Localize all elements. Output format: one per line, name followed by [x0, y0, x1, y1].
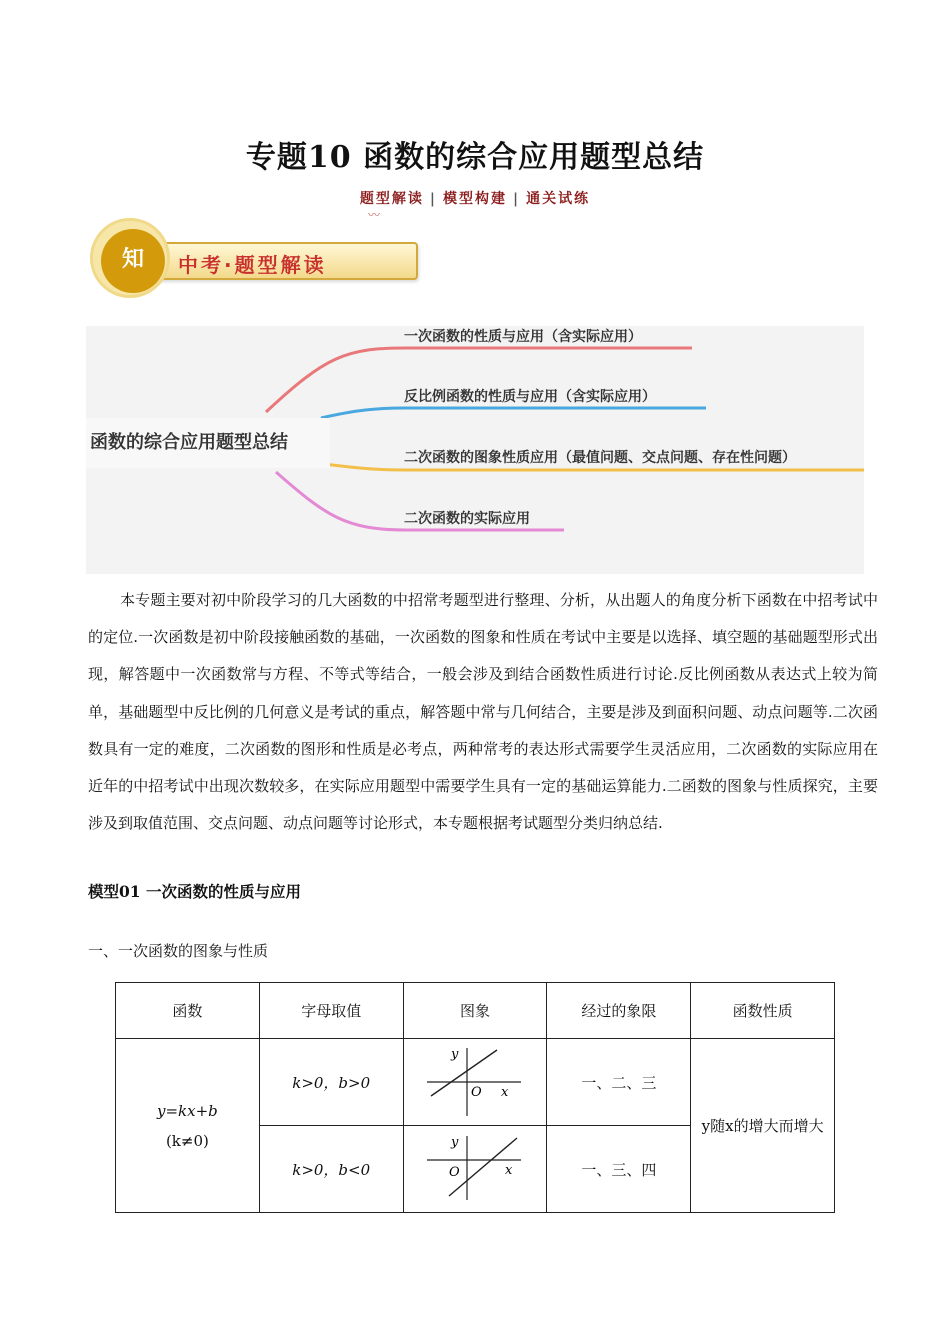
model-heading: 模型01 一次函数的性质与应用 [88, 882, 301, 901]
table-header-row [116, 983, 835, 1039]
graph-cell [403, 1126, 547, 1213]
graph-cell [403, 1039, 547, 1126]
property-text: y随x的增大而增大 [701, 1116, 824, 1135]
quadrant-cell: 一、二、三 [547, 1039, 691, 1126]
mind-map-branch-1: 一次函数的性质与应用（含实际应用） [404, 329, 642, 345]
mind-map-root: 函数的综合应用题型总结 [86, 418, 330, 468]
badge-pill [140, 242, 418, 280]
page-title: 专题10 函数的综合应用题型总结 [245, 140, 705, 175]
graph-origin-label: O [471, 1085, 482, 1100]
table-header-cell: 经过的象限 [547, 983, 691, 1039]
quadrant-cell: 一、三、四 [547, 1126, 691, 1213]
table-header-cell: 字母取值 [259, 983, 403, 1039]
subtitle [0, 188, 950, 208]
intro-paragraph: 本专题主要对初中阶段学习的几大函数的中招常考题型进行整理、分析，从出题人的角度分析下函数在中招考试中的定位.一次函数是初中阶段接触函数的基础，一次函数的图象和性质在考试中主要是以选择、填空题的基础题型形式出现，解答题中一次函数常与方程、不等式等结合，一般会涉及到结合函数性质进行讨论.反比例函数从表达式上较为简单，基础题型中反比例的几何意义是考试的重点，解答题中常与几何结合，主要是涉及到面积问题、动点问题等.二次函数具有一定的难度，二次函数的图形和性质是必考点，两种常考的表达形式需要学生灵活应用，二次函数的实际应用在近年的中招考试中出现次数较多，在实际应用题型中需要学生具有一定的基础运算能力.二函数的图象与性质探究，主要涉及到取值范围、交点问题、动点问题等讨论形式，本专题根据考试题型分类归纳总结. [88, 591, 878, 833]
subtitle-part-3: 通关试练 [526, 191, 591, 207]
graph-axis-y-label: y [451, 1135, 459, 1150]
table-header-cell: 图象 [403, 983, 547, 1039]
function-expression: y=kx+b [157, 1101, 218, 1120]
branch-line-2 [321, 408, 706, 418]
graph-axis-x-label: x [505, 1163, 513, 1178]
condition-cell: k>0，b<0 [259, 1126, 403, 1213]
badge-circle-text: 知 [101, 229, 165, 293]
graph-origin-label: O [449, 1165, 460, 1180]
subtitle-part-2: 模型构建 [443, 191, 507, 207]
mind-map-branch-2: 反比例函数的性质与应用（含实际应用） [404, 389, 656, 405]
mind-map [86, 326, 864, 574]
graph-kpos-bpos [425, 1044, 525, 1120]
function-condition: (k≠0) [165, 1131, 209, 1150]
subtitle-part-1: 题型解读 [359, 191, 424, 207]
section-badge [90, 218, 390, 300]
decorative-swirl: 〰 [368, 208, 381, 222]
mind-map-branch-3: 二次函数的图象性质应用（最值问题、交点问题、存在性问题） [404, 450, 796, 466]
subtitle-separator: | [429, 191, 437, 207]
table-header-cell: 函数性质 [691, 983, 835, 1039]
graph-axis-x-label: x [501, 1085, 509, 1100]
table-row [116, 1039, 835, 1126]
badge-label: 中考·题型解读 [178, 253, 327, 277]
condition-cell: k>0，b>0 [259, 1039, 403, 1126]
function-cell [116, 1039, 260, 1213]
subtitle-separator: | [513, 191, 521, 207]
mind-map-branch-4: 二次函数的实际应用 [404, 511, 530, 527]
badge-circle [90, 218, 170, 298]
table-header-cell: 函数 [116, 983, 260, 1039]
linear-function-table [115, 982, 835, 1213]
graph-kpos-bneg [425, 1134, 525, 1204]
sub-heading: 一、一次函数的图象与性质 [88, 942, 269, 960]
graph-axis-y-label: y [451, 1047, 459, 1062]
property-cell [691, 1039, 835, 1213]
